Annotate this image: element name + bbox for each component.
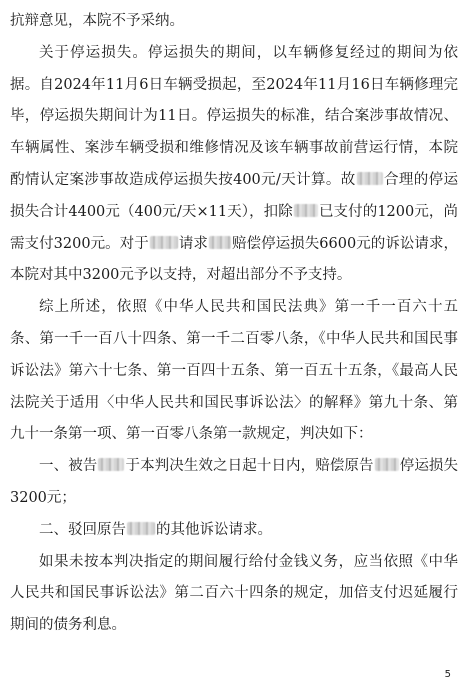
paragraph-text: 赔偿停运损失6600元的诉讼请求，本院对其中3200元予以支持，对超出部分不予支持。 — [10, 235, 459, 284]
paragraph-text: 二、驳回原告 — [39, 521, 126, 538]
redacted-name — [375, 458, 399, 471]
judgment-text — [10, 6, 458, 642]
paragraph-text: 已支付的1200元，尚需支付3200元。对于 — [10, 203, 459, 252]
paragraph — [10, 515, 458, 547]
page-number: 5 — [444, 669, 451, 680]
paragraph-text: 综上所述，依照《中华人民共和国民法典》第一千一百六十五条、第一千一百八十四条、第一千二百零八条，《中华人民共和国民事诉讼法》第六十七条、第一百四十五条、第一百五十五条，《最高人民法院关于适用〈中华人民共和国民事诉讼法〉的解释》第九十条、第九十一条第一项、第一百零八条第一款规定，判决如下： — [10, 299, 458, 443]
paragraph-text: 停运损失3200元； — [10, 458, 459, 506]
redacted-name — [357, 172, 383, 185]
redacted-name — [150, 236, 178, 249]
paragraph-text: 关于停运损失。停运损失的期间，以车辆修复经过的期间为依据。自2024年11月6日车辆受损起，至2024年11月16日车辆修理完毕，停运损失期间计为11日。停运损失的标准，结合案涉事故情况、车辆属性、案涉车辆受损和维修情况及该车辆事故前营运行情，本院酌情认定案涉事故造成停运损失按400元/天计算。故 — [10, 44, 458, 188]
paragraph-text: 于本判决生效之日起十日内，赔偿原告 — [125, 458, 374, 475]
redacted-name — [294, 204, 318, 217]
redacted-name — [98, 458, 124, 471]
paragraph-text: 请求 — [178, 235, 208, 252]
paragraph — [10, 6, 458, 38]
redacted-name — [127, 522, 155, 535]
paragraph-text: 一、被告 — [39, 458, 98, 475]
paragraph-text: 的其他诉讼请求。 — [156, 521, 272, 538]
paragraph-text: 合理的停运损失合计4400元（400元/天×11天），扣除 — [10, 171, 459, 220]
paragraph — [10, 292, 458, 451]
paragraph — [10, 547, 458, 642]
redacted-name — [209, 236, 231, 249]
paragraph — [10, 38, 458, 292]
paragraph-text: 如果未按本判决指定的期间履行给付金钱义务，应当依照《中华人民共和国民事诉讼法》第二百六十四条的规定，加倍支付迟延履行期间的债务利息。 — [10, 553, 458, 634]
paragraph — [10, 451, 458, 515]
paragraph-text: 抗辩意见，本院不予采纳。 — [10, 13, 184, 29]
